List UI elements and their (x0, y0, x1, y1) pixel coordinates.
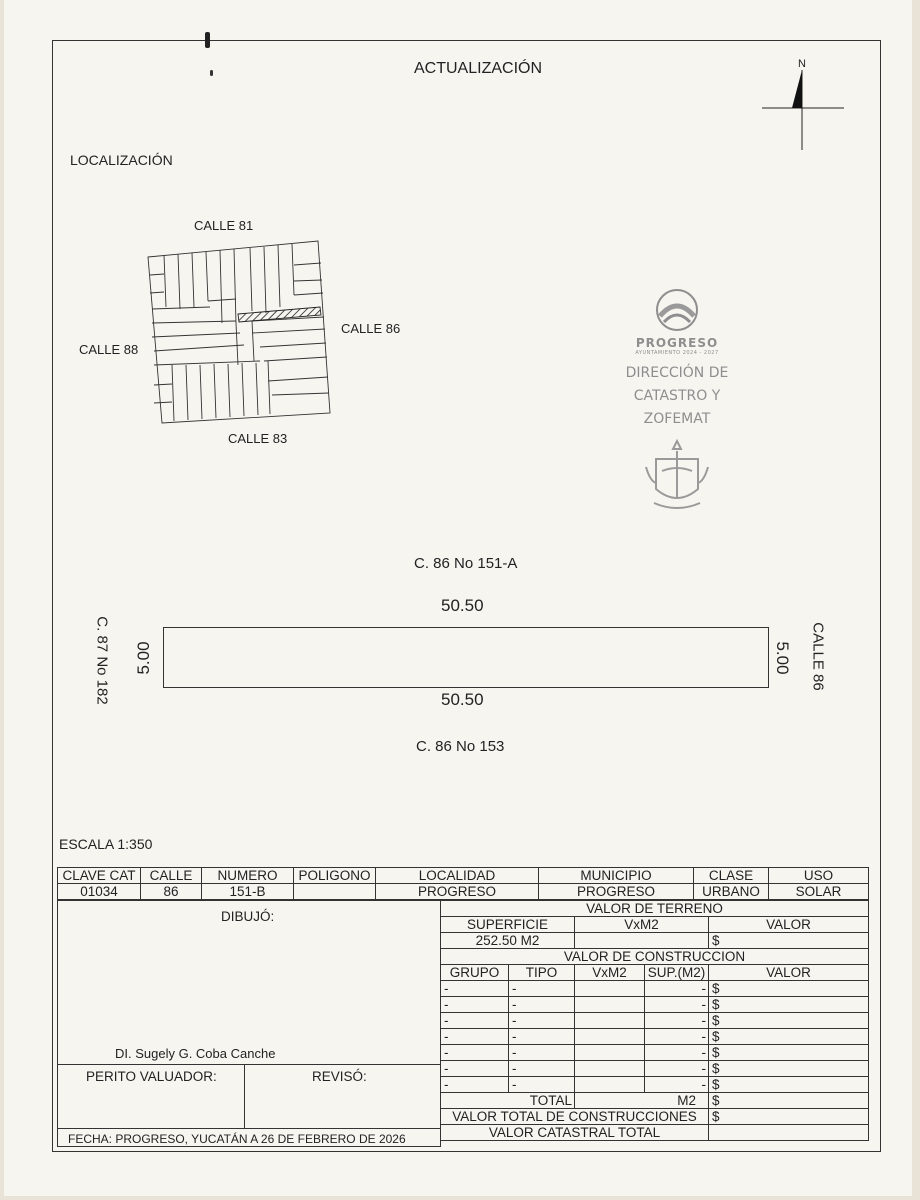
land-vxm2 (575, 933, 709, 949)
right-dimension: 5.00 (773, 641, 792, 675)
construction-col-vxm2: VxM2 (575, 965, 645, 981)
north-label: N (798, 58, 806, 70)
drew-label: DIBUJÓ: (221, 909, 275, 924)
total-constructions-row (441, 1109, 869, 1125)
date-line: FECHA: PROGRESO, YUCATÁN A 26 DE FEBRERO DE 2026 (68, 1132, 406, 1146)
value-uso: SOLAR (769, 884, 869, 900)
total-constructions-value: $ (709, 1109, 869, 1125)
signature-divider (57, 1064, 441, 1065)
progreso-logo-icon (652, 286, 702, 334)
construction-header-row (441, 965, 869, 981)
construction-cell-vxm2 (575, 1061, 645, 1077)
land-col-vxm2: VxM2 (575, 917, 709, 933)
construction-cell-sup: - (645, 1077, 709, 1093)
construction-rows (441, 981, 869, 1093)
land-value-header-row (441, 917, 869, 933)
value-calle: 86 (141, 884, 202, 900)
land-value-title: VALOR DE TERRENO (441, 901, 869, 917)
construction-cell-sup: - (645, 1061, 709, 1077)
construction-cell-grupo: - (441, 1061, 509, 1077)
header-localidad: LOCALIDAD (376, 868, 539, 884)
construction-col-sup: SUP.(M2) (645, 965, 709, 981)
drew-name: DI. Sugely G. Coba Canche (115, 1046, 276, 1061)
left-dimension: 5.00 (134, 641, 153, 675)
header-clase: CLASE (694, 868, 769, 884)
land-value-title-row (441, 901, 869, 917)
value-clase: URBANO (694, 884, 769, 900)
construction-total-label: TOTAL (441, 1093, 575, 1109)
municipal-stamp (612, 286, 742, 515)
value-municipio: PROGRESO (539, 884, 694, 900)
signature-area (57, 900, 441, 1147)
record-value-row (58, 884, 869, 900)
construction-total-unit: M2 (575, 1093, 709, 1109)
construction-cell-grupo: - (441, 1045, 509, 1061)
construction-cell-tipo: - (509, 1077, 575, 1093)
construction-row (441, 981, 869, 997)
south-neighbor-label: C. 86 No 153 (416, 738, 505, 755)
north-arrow-icon (760, 55, 850, 155)
value-localidad: PROGRESO (376, 884, 539, 900)
construction-cell-grupo: - (441, 997, 509, 1013)
construction-cell-tipo: - (509, 997, 575, 1013)
total-constructions-label: VALOR TOTAL DE CONSTRUCCIONES (441, 1109, 709, 1125)
appraiser-label: PERITO VALUADOR: (86, 1069, 217, 1084)
construction-cell-vxm2 (575, 1029, 645, 1045)
ink-mark (210, 70, 213, 76)
record-table (57, 867, 869, 900)
construction-row (441, 1029, 869, 1045)
construction-cell-grupo: - (441, 1077, 509, 1093)
street-label-bottom: CALLE 83 (228, 431, 288, 446)
value-poligono (294, 884, 376, 900)
construction-cell-tipo: - (509, 1061, 575, 1077)
top-dimension: 50.50 (441, 596, 484, 615)
construction-cell-vxm2 (575, 997, 645, 1013)
coat-of-arms-icon (642, 437, 712, 515)
bottom-dimension: 50.50 (441, 690, 484, 709)
stamp-period: AYUNTAMIENTO 2024 - 2027 (635, 350, 719, 356)
block-map (140, 235, 340, 435)
header-uso: USO (769, 868, 869, 884)
construction-row (441, 1013, 869, 1029)
construction-cell-tipo: - (509, 1045, 575, 1061)
construction-col-grupo: GRUPO (441, 965, 509, 981)
location-label: LOCALIZACIÓN (70, 152, 173, 168)
street-label-left: CALLE 88 (79, 342, 139, 357)
construction-cell-vxm2 (575, 1077, 645, 1093)
construction-cell-tipo: - (509, 981, 575, 997)
construction-cell-sup: - (645, 1029, 709, 1045)
construction-cell-valor: $ (709, 1045, 869, 1061)
header-poligono: POLIGONO (294, 868, 376, 884)
land-value-row (441, 933, 869, 949)
construction-cell-valor: $ (709, 1029, 869, 1045)
valuation-table (440, 900, 869, 1141)
construction-cell-valor: $ (709, 1061, 869, 1077)
value-numero: 151-B (202, 884, 294, 900)
construction-col-tipo: TIPO (509, 965, 575, 981)
signature-split (244, 1064, 245, 1128)
construction-total-value: $ (709, 1093, 869, 1109)
record-header-row (58, 868, 869, 884)
land-value: $ (709, 933, 869, 949)
header-calle: CALLE (141, 868, 202, 884)
street-label-right: CALLE 86 (341, 321, 401, 336)
construction-cell-tipo: - (509, 1029, 575, 1045)
reviewed-label: REVISÓ: (312, 1069, 367, 1084)
page-title: ACTUALIZACIÓN (414, 60, 543, 77)
construction-row (441, 1061, 869, 1077)
construction-row (441, 1045, 869, 1061)
stamp-line-2: CATASTRO Y (633, 388, 721, 404)
construction-row (441, 1077, 869, 1093)
land-surface: 252.50 M2 (441, 933, 575, 949)
construction-cell-grupo: - (441, 981, 509, 997)
construction-row (441, 997, 869, 1013)
scale-label: ESCALA 1:350 (59, 836, 153, 852)
construction-col-valor: VALOR (709, 965, 869, 981)
stamp-line-3: ZOFEMAT (643, 411, 711, 427)
land-col-surface: SUPERFICIE (441, 917, 575, 933)
east-neighbor-label: CALLE 86 (809, 622, 827, 691)
west-neighbor-label: C. 87 No 182 (93, 616, 111, 705)
construction-cell-valor: $ (709, 997, 869, 1013)
construction-title: VALOR DE CONSTRUCCION (441, 949, 869, 965)
cadastral-total-label: VALOR CATASTRAL TOTAL (441, 1125, 709, 1141)
street-label-top: CALLE 81 (194, 218, 254, 233)
construction-cell-sup: - (645, 997, 709, 1013)
construction-cell-valor: $ (709, 1077, 869, 1093)
construction-cell-grupo: - (441, 1029, 509, 1045)
stamp-line-1: DIRECCIÓN DE (625, 365, 729, 381)
ink-mark (205, 32, 210, 48)
construction-cell-vxm2 (575, 1045, 645, 1061)
construction-cell-grupo: - (441, 1013, 509, 1029)
construction-cell-valor: $ (709, 981, 869, 997)
construction-cell-vxm2 (575, 981, 645, 997)
construction-cell-valor: $ (709, 1013, 869, 1029)
north-neighbor-label: C. 86 No 151-A (414, 555, 518, 572)
date-divider (57, 1128, 441, 1129)
header-numero: NUMERO (202, 868, 294, 884)
land-col-value: VALOR (709, 917, 869, 933)
cadastral-total-value (709, 1125, 869, 1141)
lot-outline (163, 627, 769, 688)
construction-cell-vxm2 (575, 1013, 645, 1029)
construction-cell-tipo: - (509, 1013, 575, 1029)
construction-cell-sup: - (645, 1045, 709, 1061)
construction-cell-sup: - (645, 981, 709, 997)
value-clave-cat: 01034 (58, 884, 141, 900)
construction-title-row (441, 949, 869, 965)
stamp-logo-word: PROGRESO (635, 336, 719, 350)
construction-total-row (441, 1093, 869, 1109)
construction-cell-sup: - (645, 1013, 709, 1029)
cadastral-total-row (441, 1125, 869, 1141)
header-municipio: MUNICIPIO (539, 868, 694, 884)
header-clave-cat: CLAVE CAT (58, 868, 141, 884)
